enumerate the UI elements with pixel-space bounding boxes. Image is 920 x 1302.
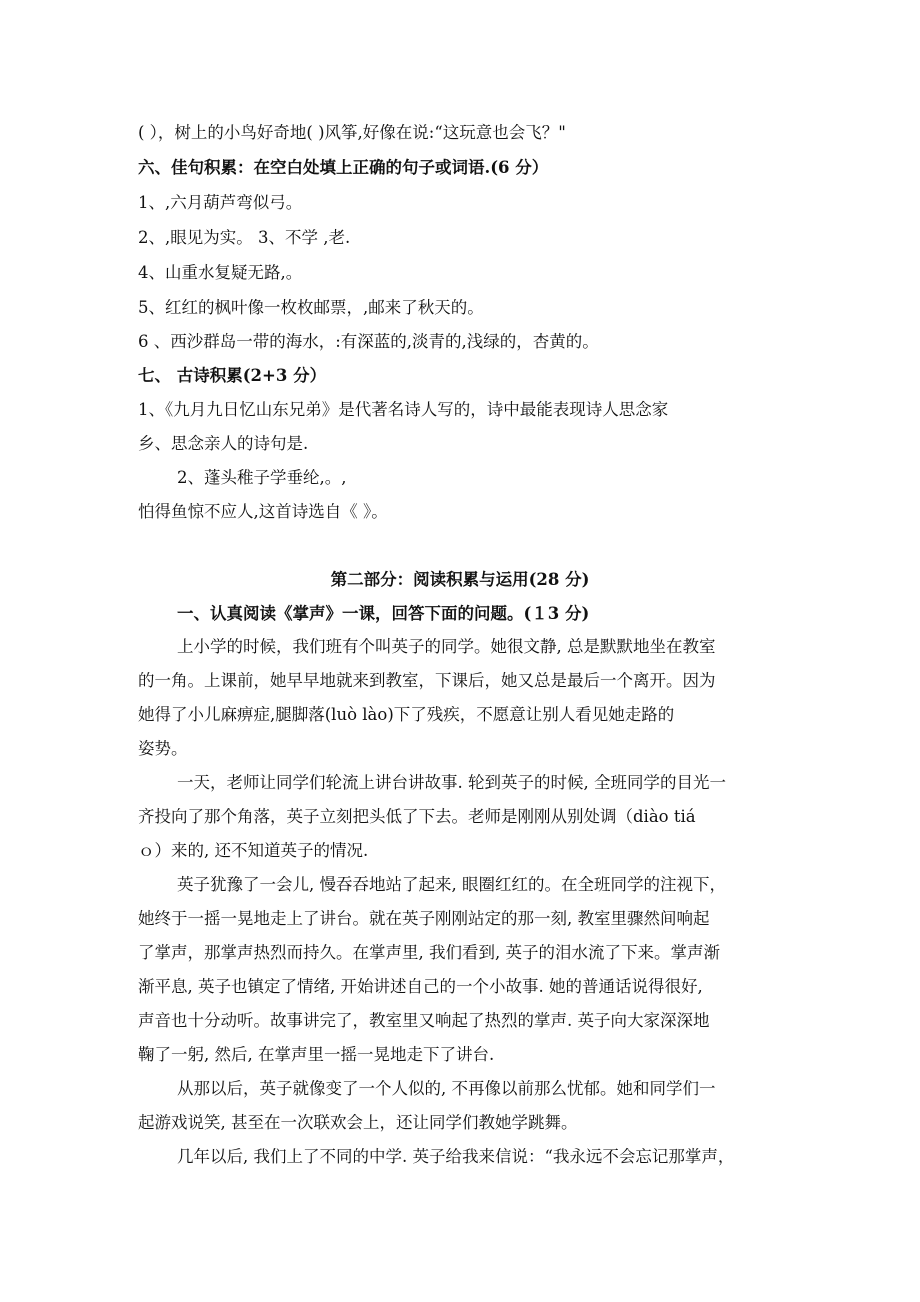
fill-blank-line: ( ），树上的小鸟好奇地( )风筝,好像在说:“这玩意也会飞？" [138, 123, 566, 142]
passage-line: 渐平息, 英子也镇定了情绪, 开始讲述自己的一个小故事. 她的普通话说得很好, [138, 977, 703, 996]
passage-line: 鞠了一躬, 然后, 在掌声里一摇一晃地走下了讲台. [138, 1045, 495, 1064]
question-line: 怕得鱼惊不应人,这首诗选自《 》。 [138, 502, 388, 521]
passage-line: 姿势。 [138, 739, 188, 758]
passage-line: ｏ）来的, 还不知道英子的情况. [138, 841, 369, 860]
section-seven-heading: 七、 古诗积累(2+3 分） [138, 366, 327, 385]
passage-line: 起游戏说笑, 甚至在一次联欢会上，还让同学们教她学跳舞。 [138, 1113, 578, 1132]
passage-line: 上小学的时候，我们班有个叫英子的同学。她很文静, 总是默默地坐在教室 [177, 637, 716, 656]
question-line: 6 、西沙群岛一带的海水，:有深蓝的,淡青的,浅绿的，杏黄的。 [138, 332, 599, 351]
question-line: 乡、思念亲人的诗句是. [138, 434, 309, 453]
passage-line: 一天，老师让同学们轮流上讲台讲故事. 轮到英子的时候, 全班同学的目光一 [177, 773, 726, 792]
passage-line: 她得了小儿麻痹症,腿脚落(luò lào)下了残疾，不愿意让别人看见她走路的 [138, 705, 675, 724]
passage-line: 了掌声，那掌声热烈而持久。在掌声里, 我们看到, 英子的泪水流了下来。掌声渐 [138, 943, 720, 962]
question-line: 5、红红的枫叶像一枚枚邮票，,邮来了秋天的。 [138, 298, 484, 317]
passage-line: 几年以后, 我们上了不同的中学. 英子给我来信说：“我永远不会忘记那掌声， [177, 1147, 735, 1166]
question-line: 1、《九月九日忆山东兄弟》是代著名诗人写的，诗中最能表现诗人思念家 [138, 400, 669, 419]
question-line: 1、,六月葫芦弯似弓。 [138, 193, 303, 212]
passage-line: 声音也十分动听。故事讲完了，教室里又响起了热烈的掌声. 英子向大家深深地 [138, 1011, 710, 1030]
reading-question-heading: 一、认真阅读《掌声》一课，回答下面的问题。(１3 分) [177, 604, 590, 623]
passage-line: 齐投向了那个角落，英子立刻把头低了下去。老师是刚刚从别处调（diào tiá [138, 807, 696, 826]
passage-line: 她终于一摇一晃地走上了讲台。就在英子刚刚站定的那一刻, 教室里骤然间响起 [138, 909, 710, 928]
section-six-heading: 六、佳句积累：在空白处填上正确的句子或词语.(6 分） [138, 158, 549, 177]
passage-line: 英子犹豫了一会儿, 慢吞吞地站了起来, 眼圈红红的。在全班同学的注视下， [177, 875, 726, 894]
question-line: 4、山重水复疑无路,。 [138, 263, 303, 282]
passage-line: 从那以后，英子就像变了一个人似的, 不再像以前那么忧郁。她和同学们一 [177, 1079, 716, 1098]
question-line: 2、,眼见为实。 3、不学 ,老. [138, 228, 351, 247]
question-line: 2、蓬头稚子学垂纶,。, [177, 468, 347, 487]
part-two-title: 第二部分：阅读积累与运用(28 分) [330, 570, 590, 589]
passage-line: 的一角。上课前，她早早地就来到教室，下课后，她又总是最后一个离开。因为 [138, 671, 716, 690]
